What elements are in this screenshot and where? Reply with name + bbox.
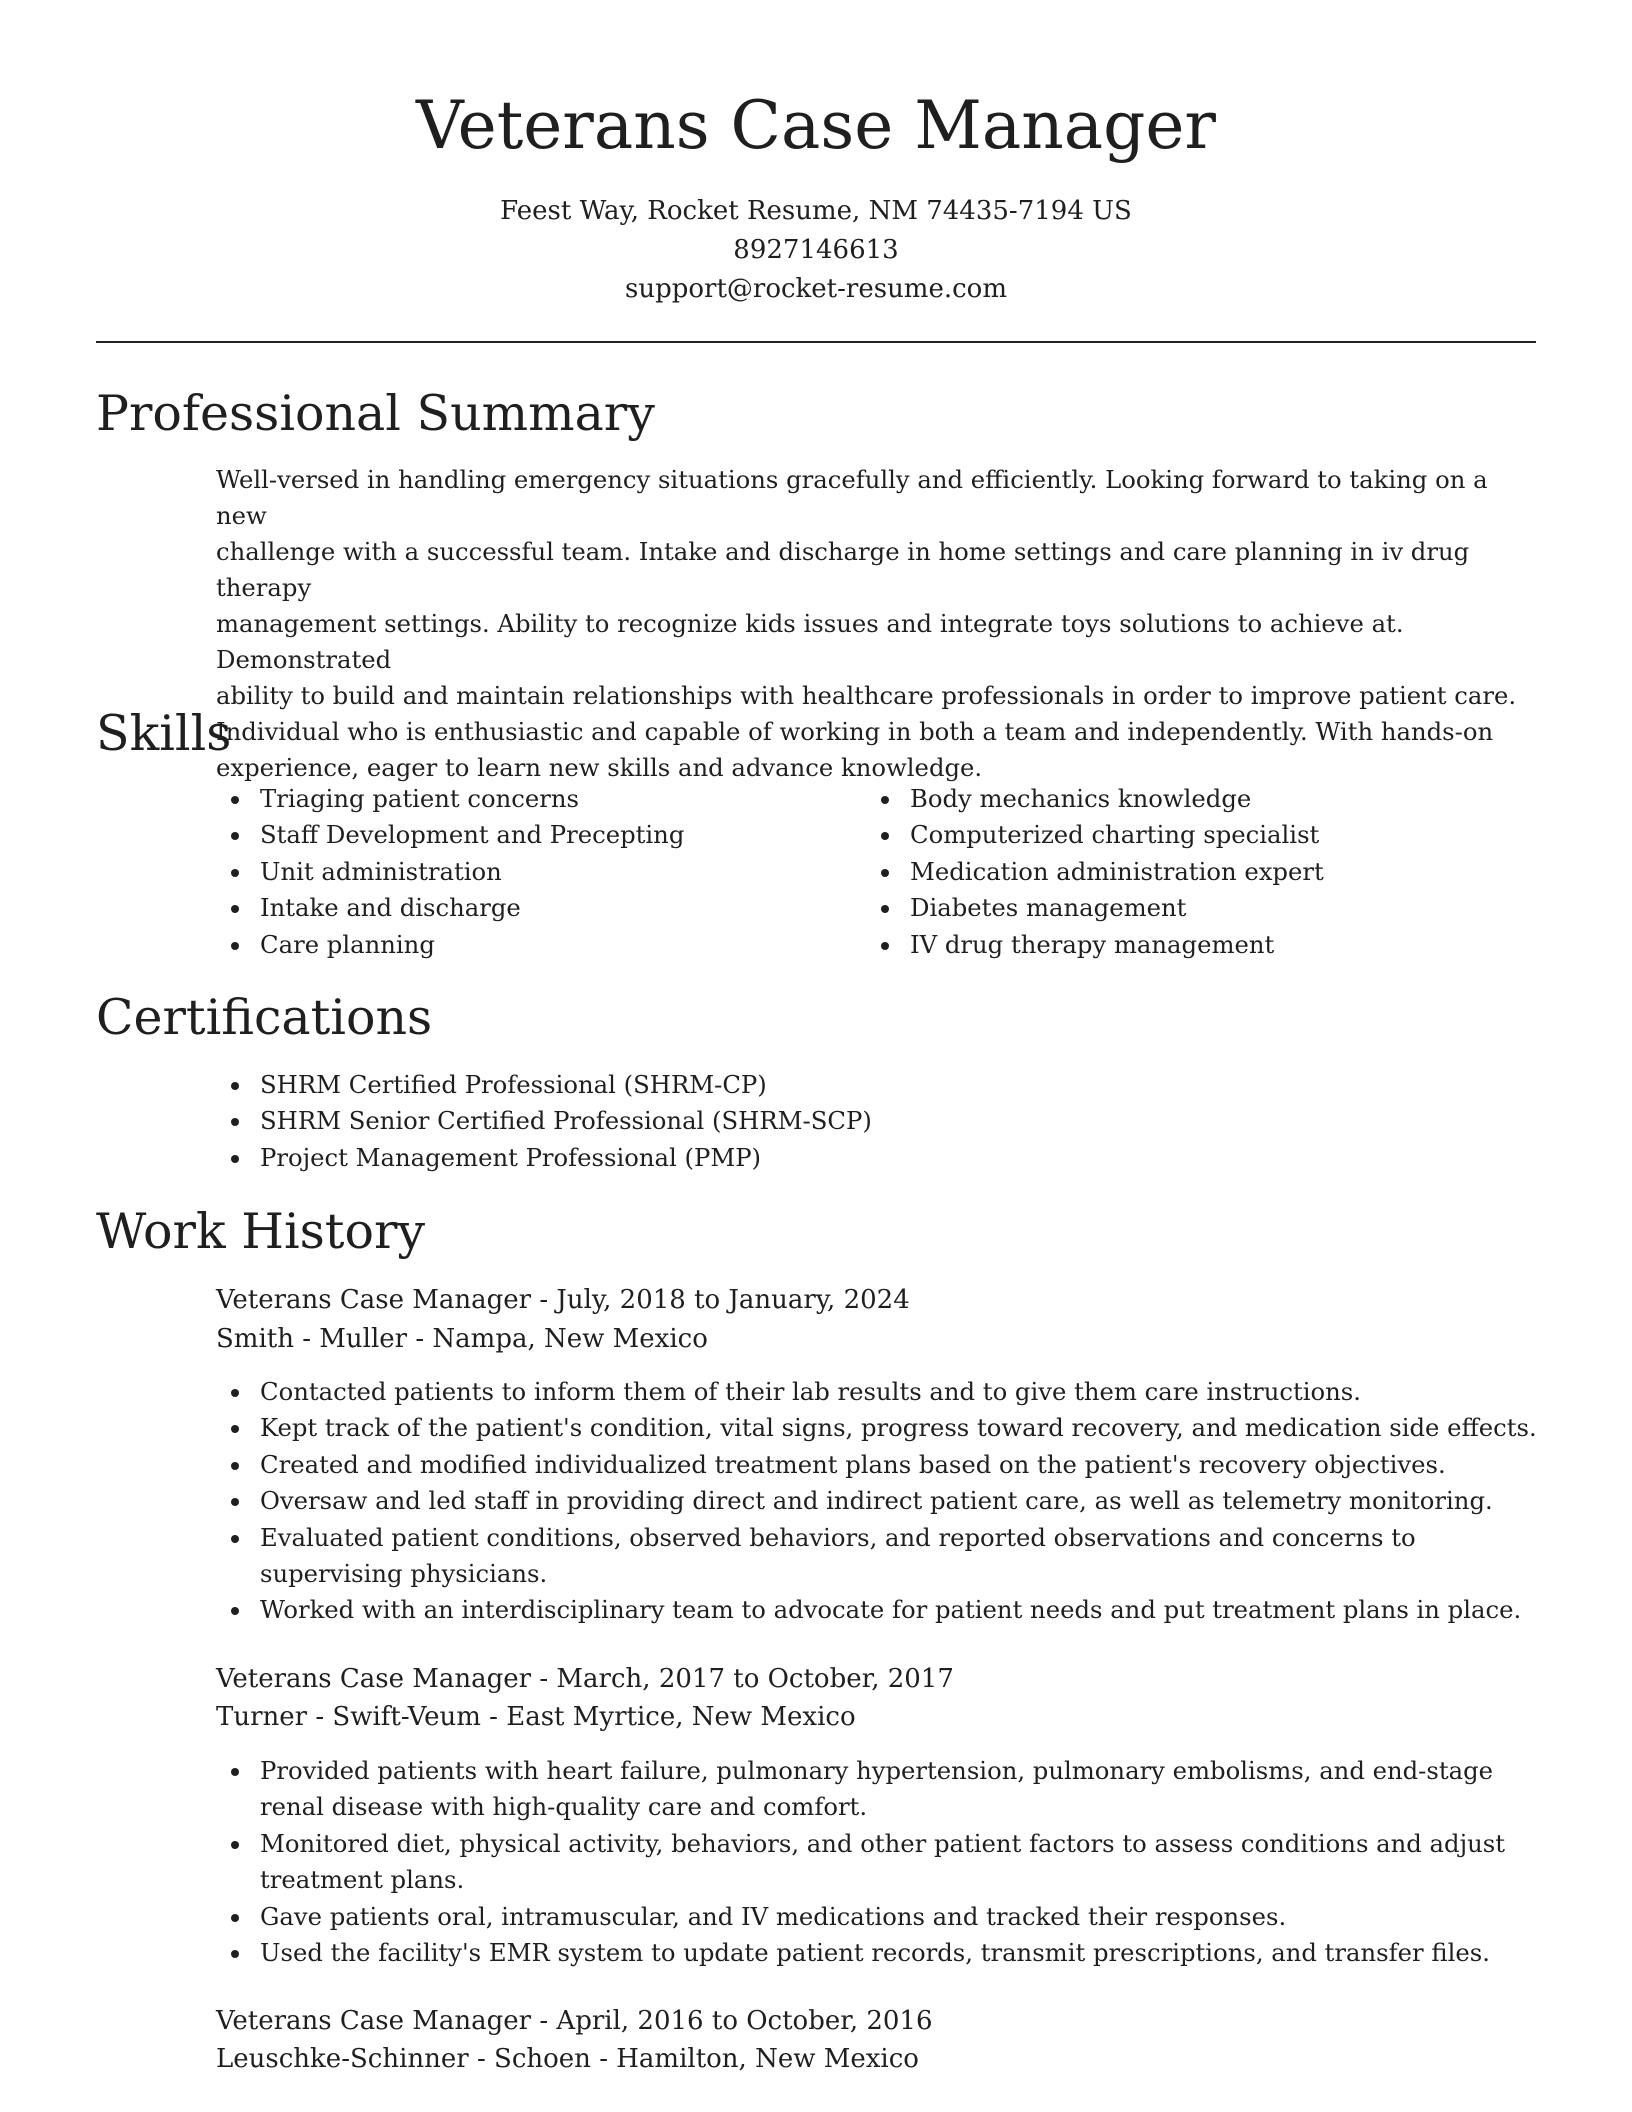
summary-line: ability to build and maintain relationships with healthcare professionals in order to improve patient care. [216, 681, 1517, 710]
list-item: Unit administration [216, 854, 856, 890]
header-divider [96, 341, 1536, 343]
summary-line: Well-versed in handling emergency situations gracefully and efficiently. Looking forward to taking on a new [216, 465, 1488, 530]
certifications-heading: Certifications [96, 989, 433, 1046]
list-item: Project Management Professional (PMP) [216, 1140, 1516, 1176]
skills-heading: Skills [96, 705, 232, 762]
list-item: Care planning [216, 927, 856, 963]
list-item: Body mechanics knowledge [866, 781, 1526, 817]
job-title-line: Veterans Case Manager - March, 2017 to October, 2017 [216, 1664, 954, 1694]
list-item: Kept track of the patient's condition, vital signs, progress toward recovery, and medication side effects. [216, 1410, 1541, 1446]
list-item: Created and modified individualized treatment plans based on the patient's recovery objectives. [216, 1447, 1541, 1483]
list-item: Used the facility's EMR system to update patient records, transmit prescriptions, and transfer files. [216, 1935, 1541, 1971]
list-item: SHRM Certified Professional (SHRM-CP) [216, 1067, 1516, 1103]
summary-line: management settings. Ability to recognize kids issues and integrate toys solutions to achieve at. Demonstrated [216, 609, 1404, 674]
work-history-heading: Work History [96, 1203, 426, 1260]
contact-address: Feest Way, Rocket Resume, NM 74435-7194 US [500, 196, 1132, 226]
job-duties-list [216, 1374, 1541, 1629]
list-item: Oversaw and led staff in providing direct and indirect patient care, as well as telemetry monitoring. [216, 1483, 1541, 1519]
list-item: Staff Development and Precepting [216, 817, 856, 853]
list-item: Gave patients oral, intramuscular, and IV medications and tracked their responses. [216, 1899, 1541, 1935]
list-item: IV drug therapy management [866, 927, 1526, 963]
skills-list-left [216, 781, 856, 963]
certifications-list [216, 1067, 1516, 1176]
summary-text [216, 462, 1541, 786]
list-item: Diabetes management [866, 890, 1526, 926]
summary-line: experience, eager to learn new skills and advance knowledge. [216, 753, 983, 782]
list-item: Monitored diet, physical activity, behaviors, and other patient factors to assess conditions and adjust treatment plans. [216, 1826, 1541, 1899]
summary-line: challenge with a successful team. Intake and discharge in home settings and care planning in iv drug therapy [216, 537, 1470, 602]
list-item: Computerized charting specialist [866, 817, 1526, 853]
summary-heading: Professional Summary [96, 385, 655, 442]
contact-email: support@rocket-resume.com [624, 274, 1007, 304]
list-item: Intake and discharge [216, 890, 856, 926]
job-title-line: Veterans Case Manager - April, 2016 to October, 2016 [216, 2006, 933, 2036]
list-item: Provided patients with heart failure, pulmonary hypertension, pulmonary embolisms, and end-stage renal disease with high-quality care and comfort. [216, 1753, 1541, 1826]
skills-list-right [866, 781, 1526, 963]
job-company-line: Turner - Swift-Veum - East Myrtice, New Mexico [216, 1702, 856, 1732]
job-company-line: Smith - Muller - Nampa, New Mexico [216, 1324, 708, 1354]
list-item: Medication administration expert [866, 854, 1526, 890]
job-duties-list [216, 1753, 1541, 1971]
job-company-line: Leuschke-Schinner - Schoen - Hamilton, New Mexico [216, 2044, 919, 2074]
contact-block [96, 192, 1536, 309]
list-item: Contacted patients to inform them of their lab results and to give them care instructions. [216, 1374, 1541, 1410]
contact-phone: 8927146613 [733, 235, 899, 265]
list-item: Worked with an interdisciplinary team to advocate for patient needs and put treatment plans in place. [216, 1592, 1541, 1628]
job-title-line: Veterans Case Manager - July, 2018 to January, 2024 [216, 1285, 910, 1315]
list-item: SHRM Senior Certified Professional (SHRM-SCP) [216, 1103, 1516, 1139]
list-item: Triaging patient concerns [216, 781, 856, 817]
resume-name: Veterans Case Manager [416, 87, 1216, 164]
list-item: Evaluated patient conditions, observed behaviors, and reported observations and concerns to supervising physicians. [216, 1520, 1541, 1593]
summary-line: Individual who is enthusiastic and capable of working in both a team and independently. With hands-on [216, 717, 1494, 746]
